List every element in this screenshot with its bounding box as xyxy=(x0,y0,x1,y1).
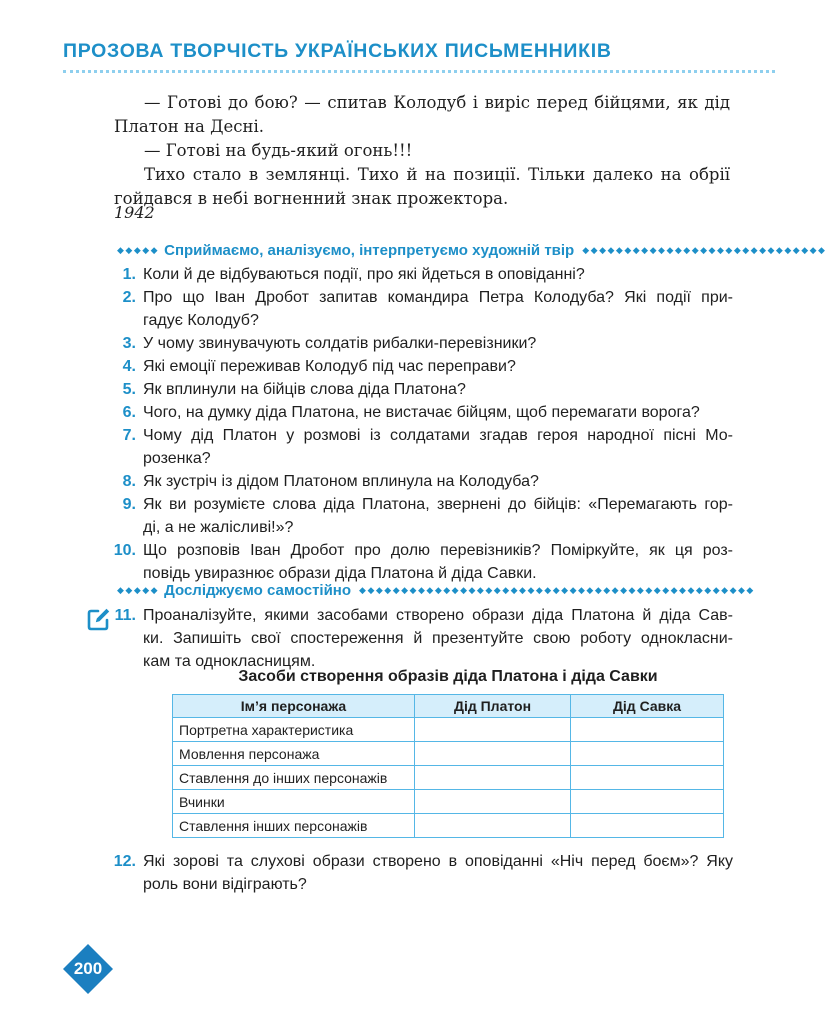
column-header: Дід Савка xyxy=(571,695,724,718)
diamond-ornament: ◆◆◆◆◆ xyxy=(117,584,160,595)
question-number: 5. xyxy=(122,381,136,398)
table-row xyxy=(173,814,724,838)
table-cell[interactable] xyxy=(571,790,724,814)
question-line: повідь увиразнює образи діда Платона й діда Савки. xyxy=(143,565,537,582)
table-row xyxy=(173,766,724,790)
question-line: ки. Запишіть свої спостереження й презентуйте свою роботу однокласни- xyxy=(143,630,733,647)
question-item xyxy=(122,378,733,401)
question-line: Які зорові та слухові образи створено в оповіданні «Ніч перед боєм»? Яку xyxy=(143,853,733,870)
question-line: Чого, на думку діда Платона, не вистачає бійцям, щоб перемагати ворога? xyxy=(143,404,700,421)
question-number: 6. xyxy=(122,404,136,421)
question-number: 11. xyxy=(114,607,136,624)
question-number: 12. xyxy=(113,853,136,870)
row-label: Мовлення персонажа xyxy=(173,742,415,766)
table-cell[interactable] xyxy=(571,766,724,790)
row-label: Ставлення інших персонажів xyxy=(173,814,415,838)
diamond-ornament: ◆◆◆◆◆ xyxy=(117,244,160,255)
table-cell[interactable] xyxy=(571,742,724,766)
row-label: Вчинки xyxy=(173,790,415,814)
year-date: 1942 xyxy=(114,203,155,222)
table-row xyxy=(173,790,724,814)
table-cell[interactable] xyxy=(571,814,724,838)
table-cell[interactable] xyxy=(415,718,571,742)
question-line: роль вони відіграють? xyxy=(143,876,307,893)
prose-line: Тихо стало в землянці. Тихо й на позиції. Тільки далеко на обрії xyxy=(144,165,730,184)
column-header: Дід Платон xyxy=(415,695,571,718)
question-number: 9. xyxy=(122,496,136,513)
question-number: 8. xyxy=(122,473,136,490)
question-line: розенка? xyxy=(143,450,211,467)
table-cell[interactable] xyxy=(415,766,571,790)
question-item xyxy=(122,355,733,378)
edit-icon xyxy=(86,606,112,632)
means-table xyxy=(172,694,724,838)
question-number: 10. xyxy=(113,542,136,559)
column-header: Ім’я персонажа xyxy=(173,695,415,718)
table-title: Засоби створення образів діда Платона і діда Савки xyxy=(238,668,658,685)
question-line: ді, а не жалісливі!»? xyxy=(143,519,294,536)
question-line: У чому звинувачують солдатів рибалки-перевізники? xyxy=(143,335,537,352)
table-cell[interactable] xyxy=(415,742,571,766)
row-label: Ставлення до інших персонажів xyxy=(173,766,415,790)
question-item xyxy=(122,493,733,539)
table-header-row xyxy=(173,695,724,718)
table-cell[interactable] xyxy=(571,718,724,742)
question-item xyxy=(122,424,733,470)
page-number: 200 xyxy=(73,959,103,978)
question-item xyxy=(122,263,733,286)
question-item xyxy=(122,332,733,355)
question-line: Як вплинули на бійців слова діда Платона? xyxy=(143,381,466,398)
diamond-ornament: ◆◆◆◆◆◆◆◆◆◆◆◆◆◆◆◆◆◆◆◆◆◆◆◆◆◆◆◆◆ xyxy=(582,244,826,255)
prose-text xyxy=(114,91,730,211)
prose-paragraph xyxy=(114,91,730,139)
section-title: Досліджуємо самостійно xyxy=(164,581,352,599)
section-title: Сприймаємо, аналізуємо, інтерпретуємо художній твір xyxy=(164,241,575,259)
table-row xyxy=(173,742,724,766)
question-line: Як зустріч із дідом Платоном вплинула на Колодуба? xyxy=(143,473,539,490)
row-label: Портретна характеристика xyxy=(173,718,415,742)
prose-line: Платон на Десні. xyxy=(114,117,265,136)
table-cell[interactable] xyxy=(415,814,571,838)
section-heading-analyze xyxy=(117,239,826,261)
prose-line: — Готові на будь-який огонь!!! xyxy=(144,141,413,160)
question-item xyxy=(114,604,733,673)
question-line: Проаналізуйте, якими засобами створено образи діда Платона й діда Сав- xyxy=(143,607,733,624)
question-number: 2. xyxy=(122,289,136,306)
prose-paragraph xyxy=(114,163,730,211)
question-line: Коли й де відбуваються події, про які йдеться в оповіданні? xyxy=(143,266,585,283)
question-number: 7. xyxy=(122,427,136,444)
section-heading-research xyxy=(117,579,755,601)
prose-line: — Готові до бою? — спитав Колодуб і виріс перед бійцями, як дід xyxy=(144,93,730,112)
header-divider xyxy=(63,70,775,73)
prose-paragraph xyxy=(114,139,730,163)
question-line: Як ви розумієте слова діда Платона, звернені до бійців: «Перемагають гор- xyxy=(143,496,733,513)
question-number: 1. xyxy=(122,266,136,283)
question-item xyxy=(122,286,733,332)
prose-line: гойдався в небі вогненний знак прожектора. xyxy=(114,189,509,208)
question-line: Що розповів Іван Дробот про долю перевізників? Поміркуйте, як ця роз- xyxy=(143,542,733,559)
question-line: Про що Іван Дробот запитав командира Петра Колодуба? Які події при- xyxy=(143,289,733,306)
question-item xyxy=(122,470,733,493)
question-item xyxy=(122,401,733,424)
table-cell[interactable] xyxy=(415,790,571,814)
question-line: Чому дід Платон у розмові із солдатами згадав героя народної пісні Мо- xyxy=(143,427,733,444)
question-line: кам та однокласницям. xyxy=(143,653,316,670)
question-number: 3. xyxy=(122,335,136,352)
question-line: Які емоції переживав Колодуб під час переправи? xyxy=(143,358,516,375)
table-row xyxy=(173,718,724,742)
question-item xyxy=(113,850,733,896)
question-line: гадує Колодуб? xyxy=(143,312,259,329)
diamond-ornament: ◆◆◆◆◆◆◆◆◆◆◆◆◆◆◆◆◆◆◆◆◆◆◆◆◆◆◆◆◆◆◆◆◆◆◆◆◆◆◆◆◆◆◆◆◆◆◆ xyxy=(359,584,755,595)
question-number: 4. xyxy=(122,358,136,375)
running-head: ПРОЗОВА ТВОРЧІСТЬ УКРАЇНСЬКИХ ПИСЬМЕННИКІВ xyxy=(63,40,612,62)
